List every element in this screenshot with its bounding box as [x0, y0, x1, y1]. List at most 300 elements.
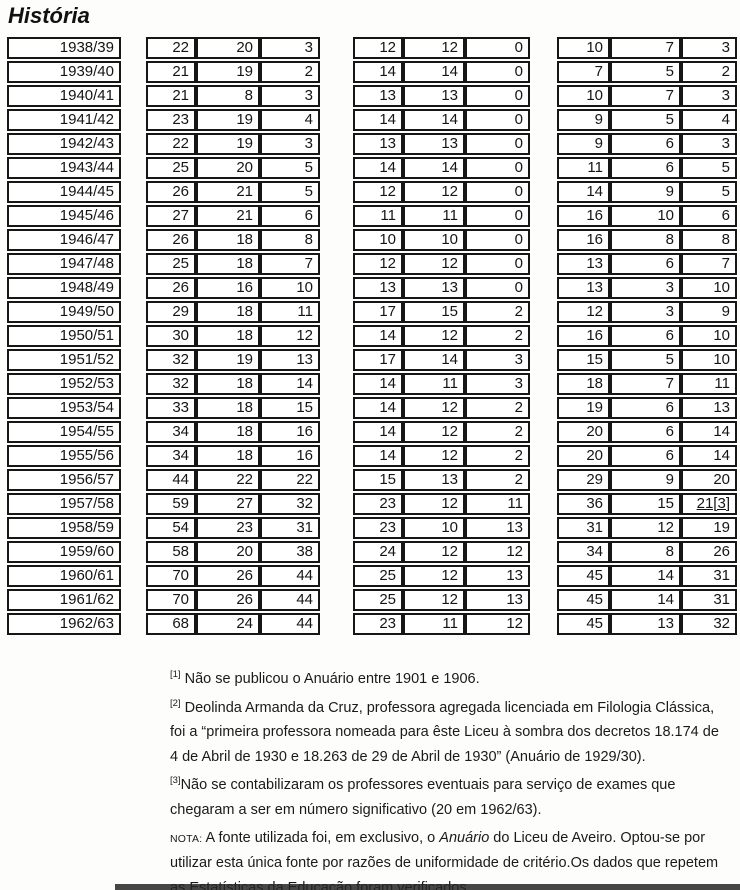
table-row: [146, 565, 320, 587]
table-row: [353, 469, 530, 491]
footnote-line: [170, 720, 737, 745]
value-cell: 12: [465, 541, 530, 563]
year-cell: 1942/43: [7, 133, 121, 155]
value-cell: 12: [465, 613, 530, 635]
value-cell: 34: [146, 421, 196, 443]
value-cell: 11: [557, 157, 610, 179]
value-cell: 32: [681, 613, 737, 635]
value-cell: 68: [146, 613, 196, 635]
table-group-2: [353, 37, 530, 637]
value-cell: 6: [610, 253, 681, 275]
value-cell: 23: [146, 109, 196, 131]
value-cell: 8: [260, 229, 320, 251]
value-cell: 10: [557, 37, 610, 59]
value-cell: 0: [465, 205, 530, 227]
value-cell: 12: [403, 397, 465, 419]
year-cell: 1959/60: [7, 541, 121, 563]
annotated-value: 21[3]: [696, 495, 730, 512]
value-cell: 18: [196, 397, 260, 419]
value-cell: 38: [260, 541, 320, 563]
value-cell: 29: [557, 469, 610, 491]
value-cell: 14: [353, 157, 403, 179]
value-cell: 15: [260, 397, 320, 419]
value-cell: 9: [557, 133, 610, 155]
value-cell: 32: [146, 349, 196, 371]
value-cell: 11: [403, 373, 465, 395]
value-cell: 70: [146, 589, 196, 611]
footnote-line: [170, 798, 737, 823]
value-cell: 12: [403, 589, 465, 611]
year-cell: 1950/51: [7, 325, 121, 347]
value-cell: 13: [557, 277, 610, 299]
value-cell: 11: [403, 205, 465, 227]
value-cell: 13: [465, 517, 530, 539]
year-cell: 1962/63: [7, 613, 121, 635]
page-title: História: [8, 3, 90, 28]
value-cell: 5: [610, 349, 681, 371]
value-cell: 15: [610, 493, 681, 515]
value-cell: 7: [557, 61, 610, 83]
table-row: [353, 133, 530, 155]
table-row: [146, 325, 320, 347]
value-cell: 31: [260, 517, 320, 539]
value-cell: 10: [403, 517, 465, 539]
value-cell: 19: [557, 397, 610, 419]
value-cell: 4: [260, 109, 320, 131]
value-cell: 6: [610, 445, 681, 467]
value-cell: 10: [260, 277, 320, 299]
value-cell: 23: [353, 613, 403, 635]
table-row: [557, 109, 737, 131]
table-row: [353, 109, 530, 131]
value-cell: 13: [557, 253, 610, 275]
value-cell: 6: [610, 325, 681, 347]
value-cell: 26: [681, 541, 737, 563]
year-cell: 1953/54: [7, 397, 121, 419]
value-cell: 7: [681, 253, 737, 275]
value-cell: 16: [557, 205, 610, 227]
value-cell: 12: [403, 181, 465, 203]
value-cell: 0: [465, 61, 530, 83]
value-cell: 14: [353, 373, 403, 395]
table-row: [146, 397, 320, 419]
value-cell: 45: [557, 589, 610, 611]
value-cell: 27: [196, 493, 260, 515]
value-cell: 4: [681, 109, 737, 131]
value-cell: 44: [260, 565, 320, 587]
table-row: [557, 157, 737, 179]
value-cell: 20: [196, 157, 260, 179]
footnote-text: foi a “primeira professora nomeada para êste Liceu à sombra dos decretos 18.174 de: [170, 724, 719, 741]
table-row: [557, 541, 737, 563]
table-row: [146, 589, 320, 611]
table-row: [146, 109, 320, 131]
value-cell: 15: [353, 469, 403, 491]
value-cell: 11: [465, 493, 530, 515]
table-row: [353, 157, 530, 179]
value-cell: 18: [196, 445, 260, 467]
value-cell: 26: [146, 229, 196, 251]
value-cell: 13: [260, 349, 320, 371]
page-cutoff-next-table-edge: [115, 884, 740, 890]
value-cell: 9: [610, 469, 681, 491]
footnote-text: Não se contabilizaram os professores eventuais para serviço de exames que: [180, 777, 676, 794]
value-cell: 5: [681, 157, 737, 179]
value-cell: 19: [681, 517, 737, 539]
value-cell: 0: [465, 277, 530, 299]
value-cell: 21: [196, 205, 260, 227]
value-cell: 13: [403, 469, 465, 491]
value-cell: 6: [610, 157, 681, 179]
value-cell: 34: [557, 541, 610, 563]
year-cell: 1941/42: [7, 109, 121, 131]
value-cell: 10: [610, 205, 681, 227]
footnote-line: [170, 745, 737, 770]
table-row: [557, 493, 737, 515]
value-cell: 45: [557, 613, 610, 635]
value-cell: 3: [610, 301, 681, 323]
footnote-text: chegaram a ser em número significativo (20 em 1962/63).: [170, 801, 542, 818]
table-row: [557, 37, 737, 59]
value-cell: 14: [353, 421, 403, 443]
value-cell: 30: [146, 325, 196, 347]
year-cell: 1944/45: [7, 181, 121, 203]
value-cell: 7: [610, 37, 681, 59]
value-cell: 54: [146, 517, 196, 539]
year-cell: 1949/50: [7, 301, 121, 323]
value-cell: 5: [610, 61, 681, 83]
table-row: [557, 589, 737, 611]
table-row: [353, 229, 530, 251]
table-row: [146, 61, 320, 83]
table-row: [353, 565, 530, 587]
value-cell: 12: [403, 421, 465, 443]
value-cell: 2: [465, 421, 530, 443]
value-cell: 3: [260, 133, 320, 155]
table-row: [353, 301, 530, 323]
table-row: [557, 469, 737, 491]
value-cell: 20: [196, 37, 260, 59]
value-cell: 24: [353, 541, 403, 563]
table-row: [146, 37, 320, 59]
value-cell: 13: [353, 133, 403, 155]
value-cell: 13: [403, 85, 465, 107]
value-cell: 13: [681, 397, 737, 419]
value-cell: 11: [681, 373, 737, 395]
table-row: [146, 349, 320, 371]
value-cell: 0: [465, 157, 530, 179]
footnote-marker: [3]: [170, 775, 181, 787]
value-cell: 3: [260, 85, 320, 107]
value-cell: 12: [353, 181, 403, 203]
value-cell: 13: [610, 613, 681, 635]
value-cell: 3: [681, 37, 737, 59]
value-cell: 19: [196, 133, 260, 155]
value-cell: 5: [681, 181, 737, 203]
table-row: [353, 181, 530, 203]
value-cell: 19: [196, 109, 260, 131]
value-cell: 19: [196, 349, 260, 371]
table-row: [146, 517, 320, 539]
table-row: [353, 277, 530, 299]
value-cell: 13: [403, 277, 465, 299]
footnote-text: Deolinda Armanda da Cruz, professora agregada licenciada em Filologia Clássica,: [180, 699, 715, 716]
value-cell: 0: [465, 229, 530, 251]
value-cell: 18: [196, 253, 260, 275]
value-cell: 11: [403, 613, 465, 635]
table-row: [146, 421, 320, 443]
value-cell: 10: [557, 85, 610, 107]
value-cell: 15: [403, 301, 465, 323]
value-cell: 10: [681, 349, 737, 371]
value-cell: 14: [557, 181, 610, 203]
value-cell: 5: [610, 109, 681, 131]
value-cell: 2: [465, 397, 530, 419]
value-cell: 9: [557, 109, 610, 131]
table-group-1: [146, 37, 320, 637]
value-cell: 12: [260, 325, 320, 347]
value-cell: 18: [196, 229, 260, 251]
value-cell: 8: [610, 541, 681, 563]
value-cell: 14: [610, 589, 681, 611]
value-cell: 2: [681, 61, 737, 83]
value-cell: 14: [610, 565, 681, 587]
value-cell: 32: [260, 493, 320, 515]
footnote-text: Anuário: [439, 829, 490, 846]
value-cell: 27: [146, 205, 196, 227]
table-row: [353, 493, 530, 515]
table-row: [353, 613, 530, 635]
table-row: [557, 301, 737, 323]
value-cell: [681, 493, 737, 515]
value-cell: 6: [610, 133, 681, 155]
nota-line: [170, 826, 737, 852]
value-cell: 25: [146, 253, 196, 275]
value-cell: 25: [146, 157, 196, 179]
footnote-line: [170, 692, 737, 721]
year-cell: 1946/47: [7, 229, 121, 251]
table-row: [557, 349, 737, 371]
value-cell: 3: [681, 85, 737, 107]
value-cell: 6: [610, 397, 681, 419]
year-cell: 1938/39: [7, 37, 121, 59]
footnote-text: A fonte utilizada foi, em exclusivo, o: [202, 829, 440, 846]
table-row: [146, 277, 320, 299]
value-cell: 14: [681, 421, 737, 443]
value-cell: 21: [146, 85, 196, 107]
value-cell: 21: [196, 181, 260, 203]
table-row: [557, 397, 737, 419]
value-cell: 6: [681, 205, 737, 227]
value-cell: 32: [146, 373, 196, 395]
footnote-line: [170, 663, 737, 692]
value-cell: 59: [146, 493, 196, 515]
value-cell: 5: [260, 181, 320, 203]
table-row: [353, 37, 530, 59]
value-cell: 14: [353, 325, 403, 347]
table-row: [353, 325, 530, 347]
table-row: [353, 517, 530, 539]
year-cell: 1960/61: [7, 565, 121, 587]
value-cell: 17: [353, 349, 403, 371]
value-cell: 24: [196, 613, 260, 635]
year-cell: 1943/44: [7, 157, 121, 179]
value-cell: 2: [465, 445, 530, 467]
value-cell: 14: [403, 349, 465, 371]
value-cell: 9: [681, 301, 737, 323]
value-cell: 5: [260, 157, 320, 179]
value-cell: 0: [465, 181, 530, 203]
value-cell: 44: [146, 469, 196, 491]
value-cell: 26: [196, 565, 260, 587]
value-cell: 22: [146, 133, 196, 155]
value-cell: 11: [260, 301, 320, 323]
value-cell: 18: [196, 421, 260, 443]
table-row: [353, 445, 530, 467]
table-row: [353, 421, 530, 443]
table-row: [557, 325, 737, 347]
value-cell: 2: [465, 325, 530, 347]
value-cell: 14: [353, 61, 403, 83]
table-row: [353, 349, 530, 371]
table-row: [146, 85, 320, 107]
table-row: [557, 373, 737, 395]
value-cell: 11: [353, 205, 403, 227]
value-cell: 45: [557, 565, 610, 587]
value-cell: 31: [557, 517, 610, 539]
value-cell: 0: [465, 85, 530, 107]
year-cell: 1939/40: [7, 61, 121, 83]
value-cell: 10: [403, 229, 465, 251]
value-cell: 36: [557, 493, 610, 515]
table-row: [353, 253, 530, 275]
table-row: [146, 301, 320, 323]
value-cell: 44: [260, 589, 320, 611]
value-cell: 12: [403, 493, 465, 515]
year-cell: 1948/49: [7, 277, 121, 299]
value-cell: 12: [610, 517, 681, 539]
value-cell: 13: [353, 277, 403, 299]
years-column: [7, 37, 121, 637]
value-cell: 13: [465, 589, 530, 611]
value-cell: 44: [260, 613, 320, 635]
value-cell: 16: [557, 229, 610, 251]
table-row: [353, 589, 530, 611]
value-cell: 22: [146, 37, 196, 59]
value-cell: 25: [353, 565, 403, 587]
value-cell: 26: [196, 589, 260, 611]
year-cell: 1940/41: [7, 85, 121, 107]
value-cell: 12: [353, 253, 403, 275]
value-cell: 9: [610, 181, 681, 203]
nota-label: NOTA:: [170, 832, 203, 845]
value-cell: 12: [403, 565, 465, 587]
value-cell: 18: [196, 301, 260, 323]
value-cell: 70: [146, 565, 196, 587]
value-cell: 16: [196, 277, 260, 299]
year-cell: 1951/52: [7, 349, 121, 371]
value-cell: 2: [260, 61, 320, 83]
footnote-text: do Liceu de Aveiro. Optou-se por: [489, 829, 706, 846]
table-row: [353, 541, 530, 563]
value-cell: 12: [403, 325, 465, 347]
value-cell: 15: [557, 349, 610, 371]
footnote-marker: [1]: [170, 669, 181, 680]
value-cell: 12: [353, 37, 403, 59]
value-cell: 14: [403, 157, 465, 179]
value-cell: 6: [260, 205, 320, 227]
table-row: [146, 253, 320, 275]
value-cell: 0: [465, 109, 530, 131]
value-cell: 20: [196, 541, 260, 563]
table-row: [557, 421, 737, 443]
table-row: [557, 565, 737, 587]
value-cell: 3: [610, 277, 681, 299]
table-row: [146, 445, 320, 467]
value-cell: 22: [196, 469, 260, 491]
value-cell: 23: [353, 517, 403, 539]
value-cell: 34: [146, 445, 196, 467]
value-cell: 10: [681, 325, 737, 347]
value-cell: 17: [353, 301, 403, 323]
value-cell: 18: [557, 373, 610, 395]
value-cell: 29: [146, 301, 196, 323]
value-cell: 19: [196, 61, 260, 83]
value-cell: 7: [610, 373, 681, 395]
table-row: [146, 469, 320, 491]
value-cell: 0: [465, 133, 530, 155]
table-row: [557, 277, 737, 299]
year-cell: 1956/57: [7, 469, 121, 491]
year-cell: 1961/62: [7, 589, 121, 611]
table-row: [557, 253, 737, 275]
year-cell: 1945/46: [7, 205, 121, 227]
value-cell: 31: [681, 589, 737, 611]
value-cell: 18: [196, 325, 260, 347]
value-cell: 25: [353, 589, 403, 611]
table-row: [557, 613, 737, 635]
value-cell: 31: [681, 565, 737, 587]
table-row: [557, 85, 737, 107]
table-row: [146, 181, 320, 203]
table-row: [353, 205, 530, 227]
footnote-line: [170, 769, 737, 798]
value-cell: 14: [681, 445, 737, 467]
value-cell: 20: [681, 469, 737, 491]
value-cell: 21: [146, 61, 196, 83]
value-cell: 8: [610, 229, 681, 251]
value-cell: 14: [353, 397, 403, 419]
value-cell: 2: [465, 301, 530, 323]
value-cell: 13: [465, 565, 530, 587]
value-cell: 23: [196, 517, 260, 539]
value-cell: 6: [610, 421, 681, 443]
table-row: [557, 205, 737, 227]
value-cell: 16: [260, 445, 320, 467]
value-cell: 10: [681, 277, 737, 299]
table-row: [557, 181, 737, 203]
value-cell: 18: [196, 373, 260, 395]
table-row: [146, 613, 320, 635]
value-cell: 12: [557, 301, 610, 323]
year-cell: 1947/48: [7, 253, 121, 275]
value-cell: 12: [403, 541, 465, 563]
footnotes-block: [170, 663, 737, 890]
year-cell: 1958/59: [7, 517, 121, 539]
value-cell: 2: [465, 469, 530, 491]
value-cell: 12: [403, 253, 465, 275]
value-cell: 33: [146, 397, 196, 419]
